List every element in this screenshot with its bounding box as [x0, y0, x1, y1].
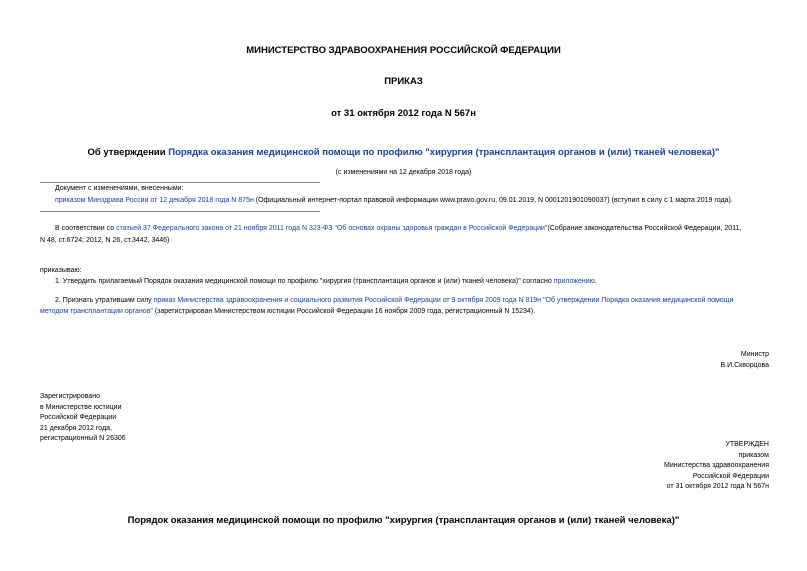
appendix-link[interactable]: приложению — [553, 278, 595, 285]
federal-law-link[interactable]: статьей 37 Федерального закона от 21 ноября 2011 года N 323-ФЗ "Об основах охраны здоровья граждан в Российской Федерации" — [116, 225, 548, 232]
registration-line: Зарегистрировано — [40, 393, 100, 400]
order-item-1-end: . — [594, 278, 597, 285]
appendix-title: Порядок оказания медицинской помощи по профилю "хирургия (трансплантация органов и (или) тканей человека)" — [127, 515, 680, 526]
amendment-link[interactable]: приказом Минздрава России от 12 декабря 2018 года N 875н — [55, 197, 254, 204]
divider-top — [40, 182, 320, 183]
registration-line: регистрационный N 26306 — [40, 435, 126, 442]
amendments-intro: Документ с изменениями, внесенными: — [55, 185, 184, 192]
registration-line: 21 декабря 2012 года, — [40, 424, 112, 432]
approval-block — [664, 440, 769, 493]
divider-bottom — [40, 211, 320, 212]
doc-title-prefix: Об утверждении — [87, 147, 169, 158]
doc-type-heading: ПРИКАЗ — [384, 76, 423, 87]
approval-line: приказом — [738, 451, 769, 459]
registration-line: в Министерстве юстиции — [40, 403, 122, 411]
order-item-2-line1 — [55, 296, 733, 307]
order-item-2-text: 2. Признать утратившим силу — [55, 297, 154, 304]
revoked-order-link[interactable]: приказ Министерства здравоохранения и социального развития Российской Федерации от 9 октября 2009 года N 819н "Об утверждении Порядка оказания медицинской помощи — [153, 297, 734, 304]
revoked-order-link-cont[interactable]: методом трансплантации органов" — [40, 308, 153, 315]
amendment-note: (с изменениями на 12 декабря 2018 года) — [335, 169, 472, 176]
signature-name: В.И.Скворцова — [720, 362, 769, 369]
preamble-line1 — [55, 224, 741, 235]
order-item-2-rest: (зарегистрирован Министерством юстиции Российской Федерации 16 ноября 2009 года, регистрационный N 15234). — [152, 308, 536, 315]
registration-block — [40, 392, 126, 445]
doc-date-heading: от 31 октября 2012 года N 567н — [331, 108, 476, 119]
approval-line: Министерства здравоохранения — [664, 462, 769, 469]
approval-line: УТВЕРЖДЕН — [725, 441, 769, 448]
preamble-start: В соответствии со — [55, 225, 117, 232]
preamble-line2: N 48, ст.6724; 2012, N 26, ст.3442, 3446) — [40, 237, 170, 244]
amendments-line — [55, 196, 733, 207]
registration-line: Российской Федерации — [40, 414, 117, 421]
doc-title — [0, 147, 807, 158]
ministry-heading: МИНИСТЕРСТВО ЗДРАВООХРАНЕНИЯ РОССИЙСКОЙ ФЕДЕРАЦИИ — [246, 45, 561, 56]
order-item-1-text: 1. Утвердить прилагаемый Порядок оказания медицинской помощи по профилю "хирургия (трансплантация органов и (или) тканей человека)" согласно — [55, 278, 554, 285]
approval-line: от 31 октября 2012 года N 567н — [666, 483, 769, 490]
doc-title-link[interactable]: Порядка оказания медицинской помощи по профилю "хирургия (трансплантация органов и (или) тканей человека)" — [168, 147, 720, 158]
amendment-details: (Официальный интернет-портал правовой информации www.pravo.gov.ru, 09.01.2019, N 0001201901090037) (вступил в силу с 1 марта 2019 года). — [253, 197, 733, 204]
order-item-1 — [55, 277, 597, 288]
approval-line: Российской Федерации — [692, 472, 769, 480]
signature-position: Министр — [740, 351, 769, 358]
order-item-2-line2 — [40, 307, 535, 318]
prikazyvayu-label: приказываю: — [40, 267, 82, 274]
preamble-source: (Собрание законодательства Российской Федерации, 2011, — [547, 225, 742, 232]
